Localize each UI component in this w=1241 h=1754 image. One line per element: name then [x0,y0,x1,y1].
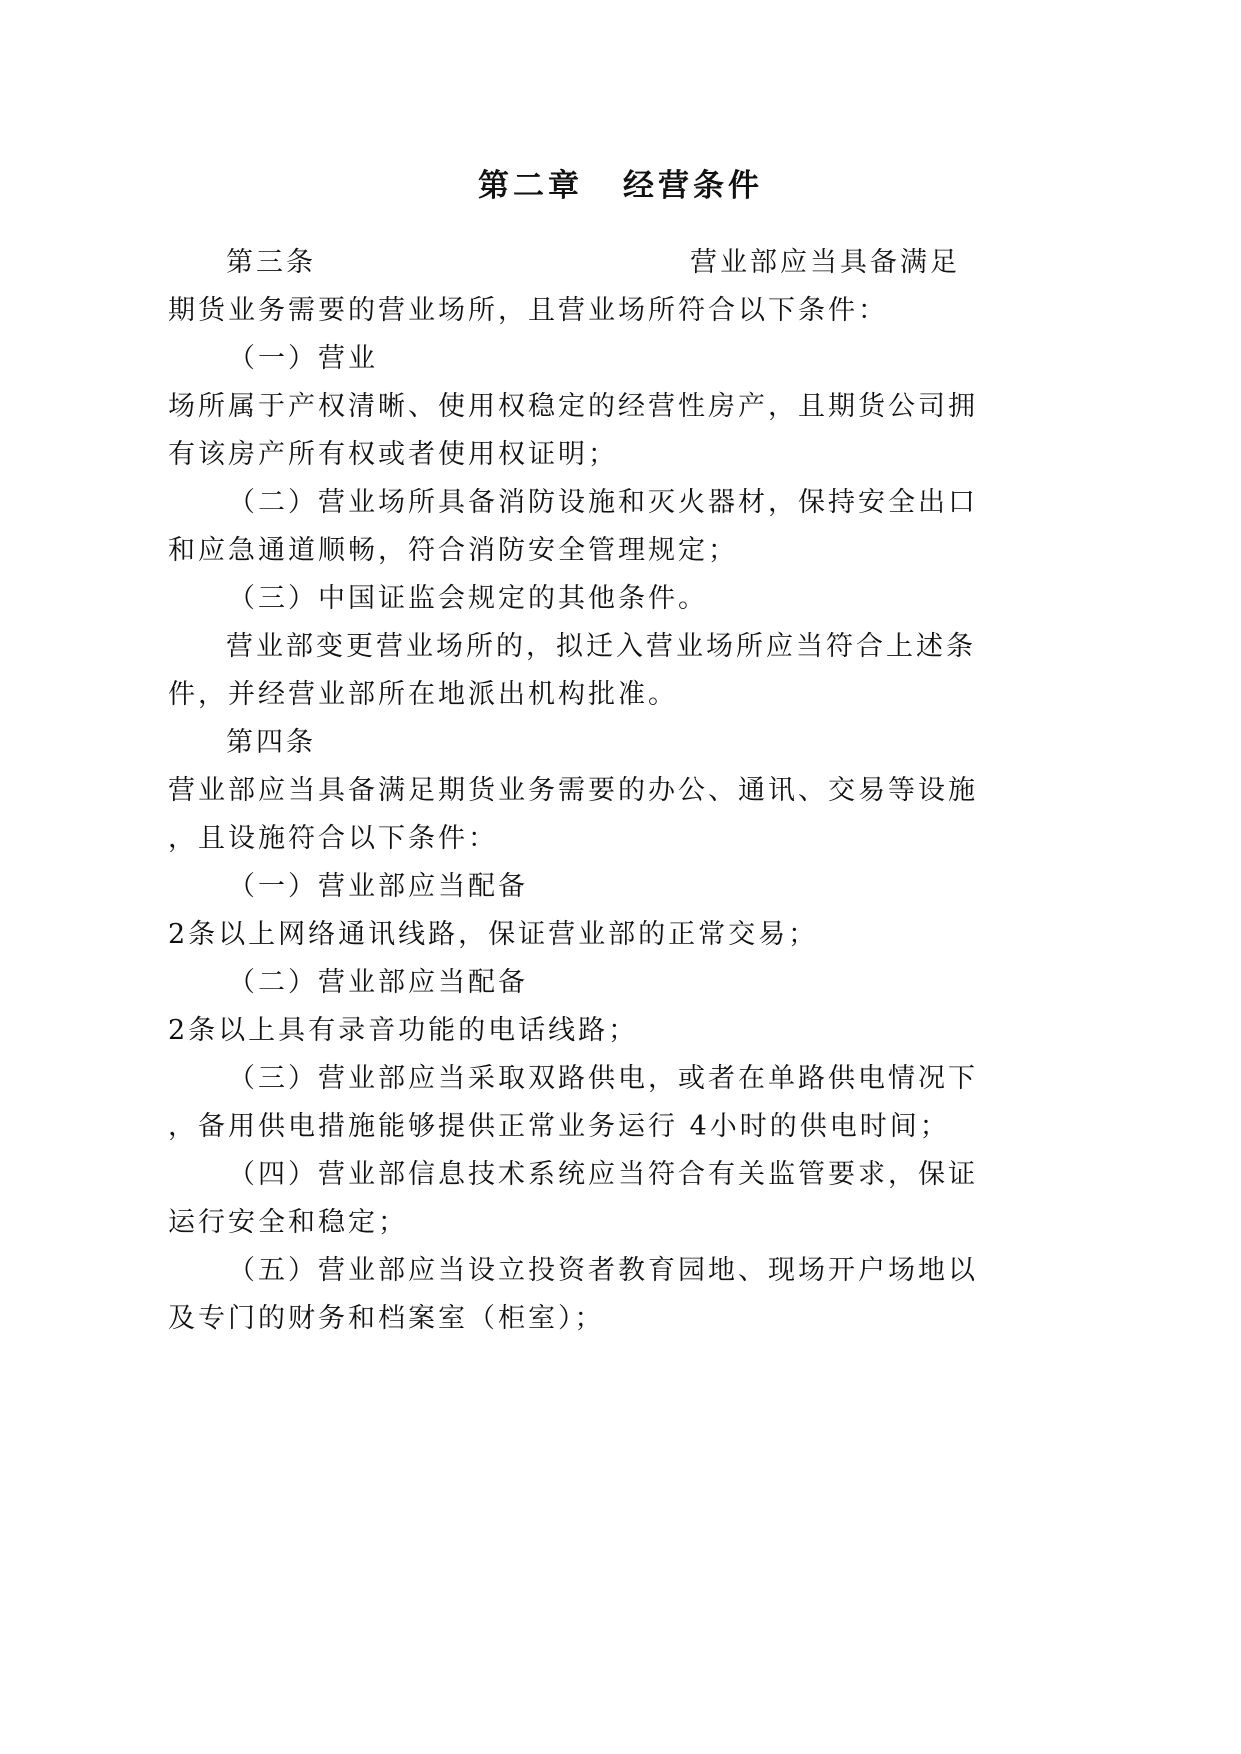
article-4-label: 第四条 [226,727,316,758]
article-4-item-5-line-2: 及专门的财务和档案室（柜室）； [168,1303,605,1334]
article-4-item-5-line-1: （五）营业部应当设立投资者教育园地、现场开户场地以 [228,1255,978,1286]
article-3-item-3-line-1: （三）中国证监会规定的其他条件。 [228,583,708,614]
article-3-item-1-line-2: 有该房产所有权或者使用权证明； [168,439,618,470]
article-4-item-3-line-1: （三）营业部应当采取双路供电，或者在单路供电情况下 [228,1063,978,1094]
article-3-change-line-1: 营业部变更营业场所的，拟迁入营业场所应当符合上述条 [226,631,976,662]
article-3-item-2-line-2: 和应急通道顺畅，符合消防安全管理规定； [168,535,738,566]
chapter-name: 经营条件 [623,168,763,204]
article-3-change-line-2: 件，并经营业部所在地派出机构批准。 [168,679,678,710]
article-4-item-2-tail: 2条以上具有录音功能的电话线路； [168,1015,639,1046]
article-4-intro-line-2: ，且设施符合以下条件： [168,823,498,854]
article-4-item-1-tail: 2条以上网络通讯线路，保证营业部的正常交易； [168,919,819,950]
chapter-title [0,160,1241,205]
article-3-label: 第三条 [226,247,316,278]
article-3-intro-tail: 期货业务需要的营业场所，且营业场所符合以下条件： [168,295,888,326]
article-3-item-1-line-1: 场所属于产权清晰、使用权稳定的经营性房产，且期货公司拥 [168,391,978,422]
article-3-item-1-head: （一）营业 [228,343,378,374]
article-4-item-1-head: （一）营业部应当配备 [228,871,528,902]
article-4-item-3-line-2: ，备用供电措施能够提供正常业务运行 4小时的供电时间； [168,1111,950,1142]
chapter-number: 第二章 [478,168,583,204]
article-4-item-4-line-2: 运行安全和稳定； [168,1207,408,1238]
article-4-item-4-line-1: （四）营业部信息技术系统应当符合有关监管要求，保证 [228,1159,978,1190]
article-4-intro-line-1: 营业部应当具备满足期货业务需要的办公、通讯、交易等设施 [168,775,978,806]
article-4-item-2-head: （二）营业部应当配备 [228,967,528,998]
article-3-intro-head: 营业部应当具备满足 [690,247,960,278]
article-3-item-2-line-1: （二）营业场所具备消防设施和灭火器材，保持安全出口 [228,487,978,518]
